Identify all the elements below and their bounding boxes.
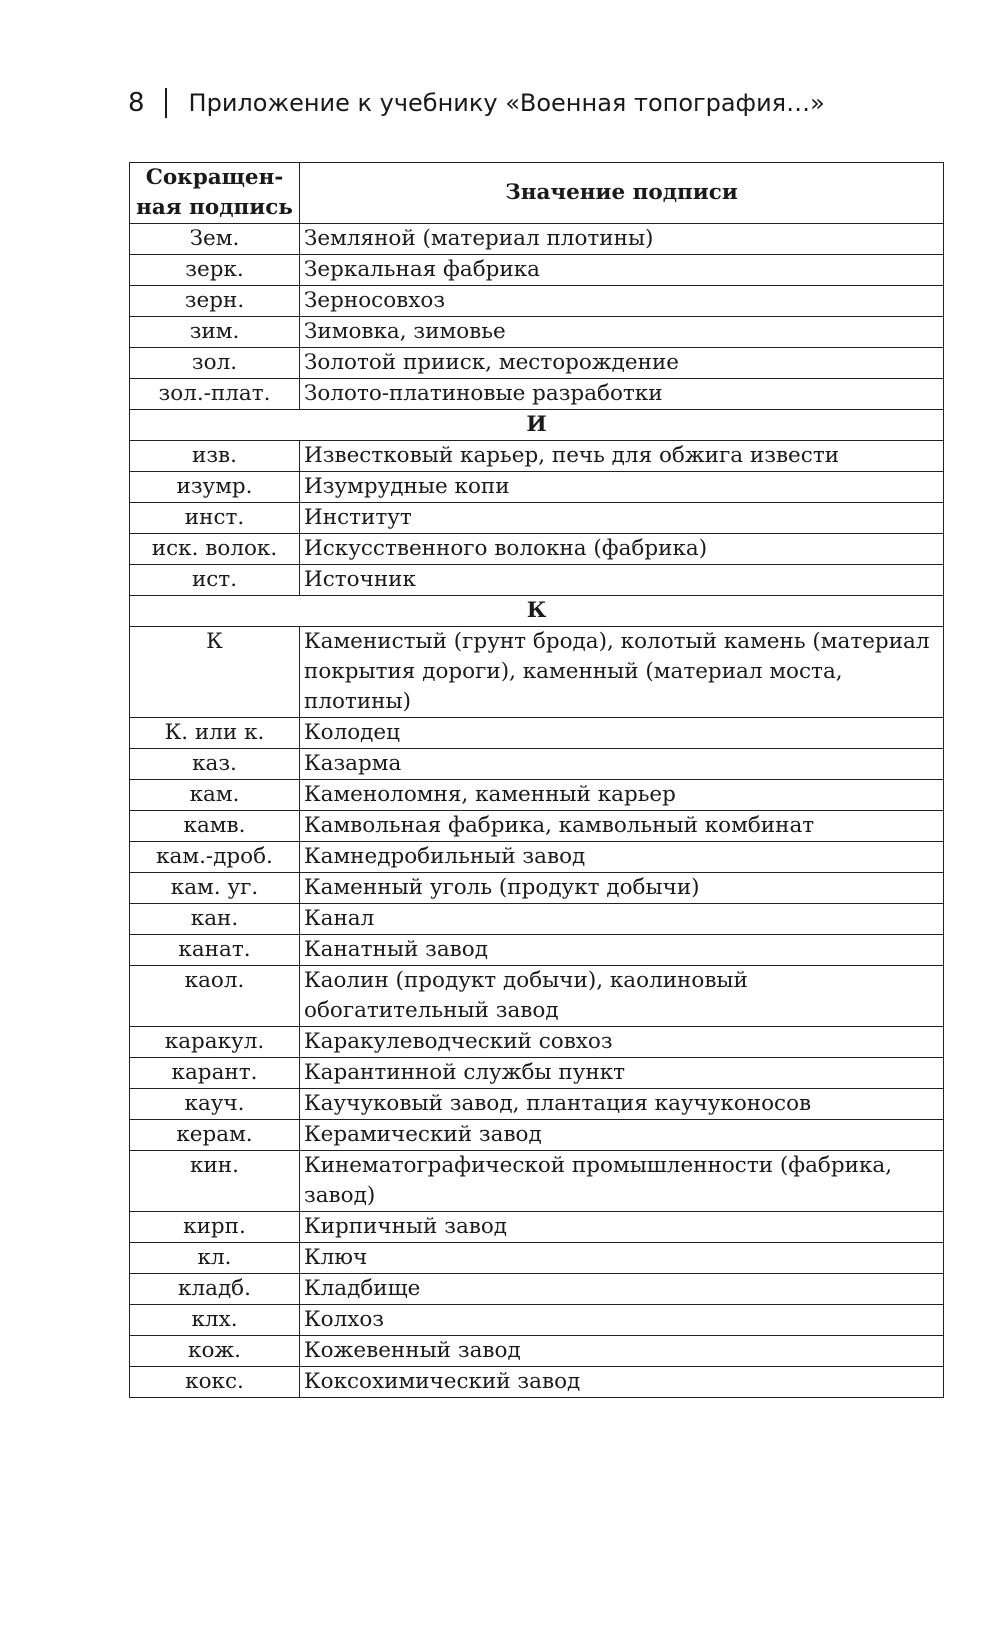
abbreviation-cell: инст. [130,503,300,534]
table-row [130,503,944,534]
section-letter: К [130,596,944,627]
table-row [130,1336,944,1367]
meaning-cell: Кирпичный завод [300,1212,944,1243]
meaning-cell: Канал [300,904,944,935]
meaning-cell: Зимовка, зимовье [300,317,944,348]
meaning-cell: Каменный уголь (продукт добычи) [300,873,944,904]
abbreviation-cell: Зем. [130,224,300,255]
table-row [130,348,944,379]
table-row [130,811,944,842]
abbreviation-cell: ист. [130,565,300,596]
meaning-cell: Золото-платиновые разработки [300,379,944,410]
abbreviations-table [129,162,944,1398]
abbreviation-cell: кин. [130,1151,300,1212]
table-row [130,317,944,348]
section-row [130,596,944,627]
meaning-cell: Кожевенный завод [300,1336,944,1367]
table-row [130,441,944,472]
page-number: 8 [128,88,145,118]
meaning-cell: Каракулеводческий совхоз [300,1027,944,1058]
table-row [130,1305,944,1336]
abbreviation-cell: камв. [130,811,300,842]
meaning-cell: Известковый карьер, печь для обжига извести [300,441,944,472]
abbreviation-cell: каракул. [130,1027,300,1058]
table-header-row [130,163,944,224]
table-row [130,873,944,904]
table-row [130,255,944,286]
abbreviation-cell: каз. [130,749,300,780]
table-row [130,565,944,596]
table-row [130,224,944,255]
column-header-meaning: Значение подписи [300,163,944,224]
meaning-cell: Ключ [300,1243,944,1274]
abbreviation-cell: кож. [130,1336,300,1367]
meaning-cell: Колодец [300,718,944,749]
meaning-cell: Каменоломня, каменный карьер [300,780,944,811]
table-row [130,1243,944,1274]
meaning-cell: Искусственного волокна (фабрика) [300,534,944,565]
section-letter: И [130,410,944,441]
meaning-cell: Камнедробильный завод [300,842,944,873]
abbreviation-cell: кам. уг. [130,873,300,904]
table-row [130,749,944,780]
meaning-cell: Каменистый (грунт брода), колотый камень (материал покрытия дороги), каменный (материал моста, плотины) [300,627,944,718]
meaning-cell: Канатный завод [300,935,944,966]
table-row [130,472,944,503]
table-row [130,718,944,749]
meaning-cell: Казарма [300,749,944,780]
meaning-cell: Карантинной службы пункт [300,1058,944,1089]
meaning-cell: Изумрудные копи [300,472,944,503]
meaning-cell: Земляной (материал плотины) [300,224,944,255]
abbreviation-cell: зим. [130,317,300,348]
meaning-cell: Колхоз [300,1305,944,1336]
meaning-cell: Кладбище [300,1274,944,1305]
table-row [130,1120,944,1151]
abbreviation-cell: зерн. [130,286,300,317]
table-row [130,627,944,718]
abbreviation-cell: изв. [130,441,300,472]
table-row [130,1151,944,1212]
abbreviation-cell: зол. [130,348,300,379]
abbreviation-cell: кл. [130,1243,300,1274]
abbreviation-cell: кокс. [130,1367,300,1398]
table-row [130,966,944,1027]
abbreviation-cell: карант. [130,1058,300,1089]
meaning-cell: Зерносовхоз [300,286,944,317]
abbreviation-cell: кан. [130,904,300,935]
abbreviation-cell: иск. волок. [130,534,300,565]
running-title: Приложение к учебнику «Военная топография…» [188,89,825,117]
meaning-cell: Институт [300,503,944,534]
table-row [130,1058,944,1089]
abbreviation-cell: кирп. [130,1212,300,1243]
abbreviation-cell: К [130,627,300,718]
table-row [130,935,944,966]
meaning-cell: Коксохимический завод [300,1367,944,1398]
abbreviation-cell: каол. [130,966,300,1027]
meaning-cell: Источник [300,565,944,596]
table-row [130,379,944,410]
table-row [130,904,944,935]
column-header-abbreviation: Сокращен- ная подпись [130,163,300,224]
section-row [130,410,944,441]
abbreviation-cell: кам.-дроб. [130,842,300,873]
table-row [130,286,944,317]
table-row [130,1212,944,1243]
header-divider [165,88,167,118]
table-row [130,780,944,811]
abbreviation-cell: кауч. [130,1089,300,1120]
table-row [130,1027,944,1058]
meaning-cell: Каучуковый завод, плантация каучуконосов [300,1089,944,1120]
abbreviation-cell: клх. [130,1305,300,1336]
meaning-cell: Керамический завод [300,1120,944,1151]
table-row [130,842,944,873]
table-row [130,534,944,565]
meaning-cell: Золотой прииск, месторождение [300,348,944,379]
table-row [130,1274,944,1305]
abbreviation-cell: зол.-плат. [130,379,300,410]
abbreviation-cell: канат. [130,935,300,966]
abbreviation-cell: изумр. [130,472,300,503]
meaning-cell: Каолин (продукт добычи), каолиновый обогатительный завод [300,966,944,1027]
table-row [130,1089,944,1120]
meaning-cell: Камвольная фабрика, камвольный комбинат [300,811,944,842]
meaning-cell: Зеркальная фабрика [300,255,944,286]
abbreviation-cell: К. или к. [130,718,300,749]
abbreviation-cell: керам. [130,1120,300,1151]
table-row [130,1367,944,1398]
abbreviation-cell: кладб. [130,1274,300,1305]
meaning-cell: Кинематографической промышленности (фабрика, завод) [300,1151,944,1212]
running-header [128,88,825,118]
abbreviation-cell: кам. [130,780,300,811]
abbreviation-cell: зерк. [130,255,300,286]
